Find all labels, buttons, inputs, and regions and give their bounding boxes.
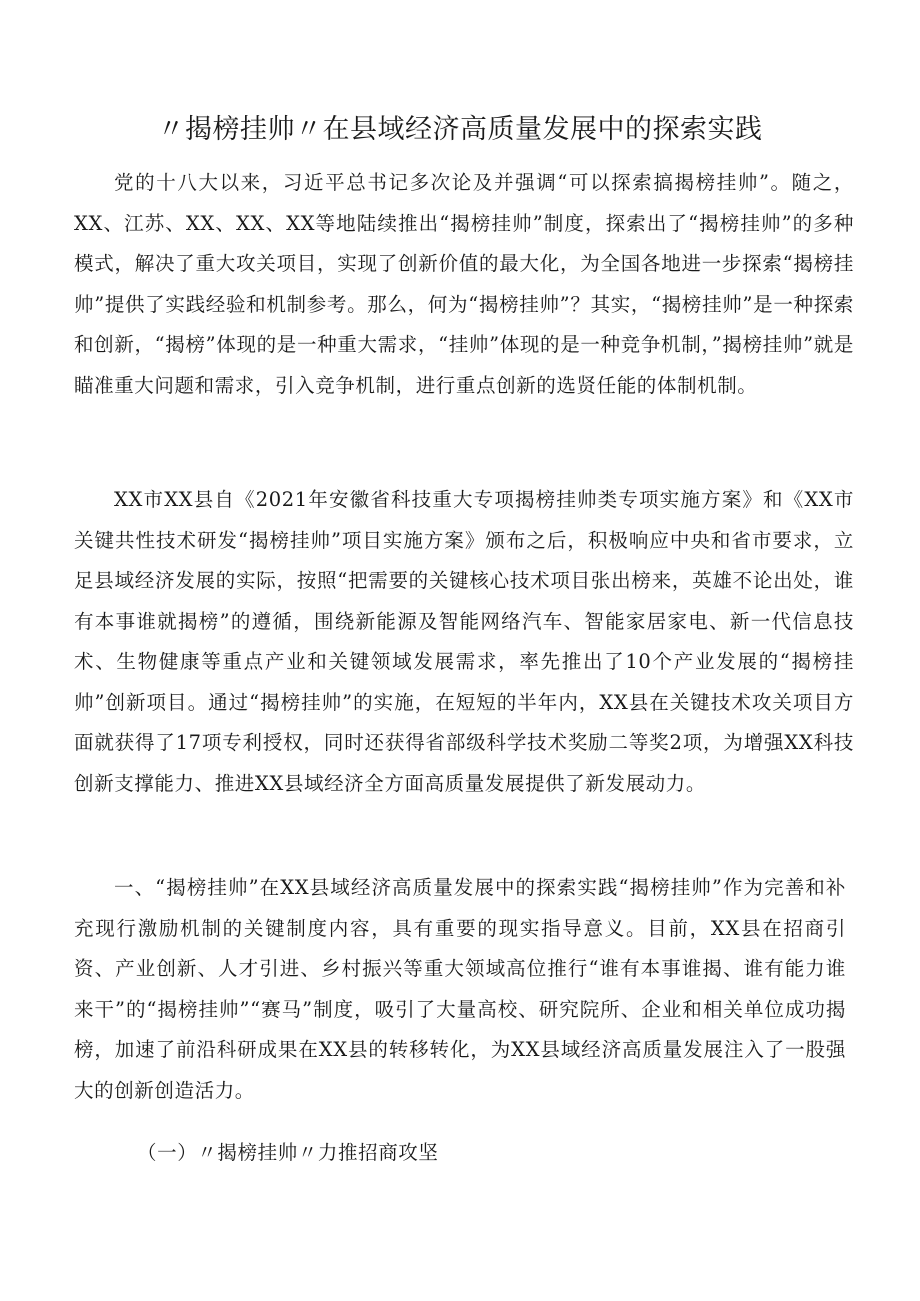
paragraph-intro: 党的十八大以来，习近平总书记多次论及并强调“可以探索搞揭榜挂帅”。随之，XX、江苏、XX、XX、XX等地陆续推出“揭榜挂帅”制度，探索出了“揭榜挂帅”的多种模式，解决了重大攻关项目，实现了创新价值的最大化，为全国各地进一步探索“揭榜挂帅”提供了实践经验和机制参考。那么，何为“揭榜挂帅”？其实，“揭榜挂帅”是一种探索和创新，“揭榜”体现的是一种重大需求，“挂帅”体现的是一种竞争机制，”揭榜挂帅”就是瞄准重大问题和需求，引入竞争机制，进行重点创新的选贤任能的体制机制。 xyxy=(74,171,854,397)
paragraph-section-one: 一、“揭榜挂帅”在XX县域经济高质量发展中的探索实践“揭榜挂帅”作为完善和补充现行激励机制的关键制度内容，具有重要的现实指导意义。目前，XX县在招商引资、产业创新、人才引进、乡村振兴等重大领域高位推行“谁有本事谁揭、谁有能力谁来干”的“揭榜挂帅”“赛马”制度，吸引了大量高校、研究院所、企业和相关单位成功揭榜，加速了前沿科研成果在XX县的转移转化，为XX县域经济高质量发展注入了一股强大的创新创造活力。 xyxy=(74,876,846,1102)
paragraph-county-practice: XX市XX县自《2021年安徽省科技重大专项揭榜挂帅类专项实施方案》和《XX市关键共性技术研发“揭榜挂帅”项目实施方案》颁布之后，积极响应中央和省市要求，立足县域经济发展的实际，按照“把需要的关键核心技术项目张出榜来，英雄不论出处，谁有本事谁就揭榜”的遵循，围绕新能源及智能网络汽车、智能家居家电、新一代信息技术、生物健康等重点产业和关键领域发展需求，率先推出了10个产业发展的“揭榜挂帅”创新项目。通过“揭榜挂帅”的实施，在短短的半年内，XX县在关键技术攻关项目方面就获得了17项专利授权，同时还获得省部级科学技术奖励二等奖2项，为增强XX科技创新支撑能力、推进XX县域经济全方面高质量发展提供了新发展动力。 xyxy=(74,488,854,795)
subheading-investment: （一）〃揭榜挂帅〃力推招商攻坚 xyxy=(137,1141,439,1164)
document-title: 〃揭榜挂帅〃在县域经济高质量发展中的探索实践 xyxy=(157,114,763,145)
